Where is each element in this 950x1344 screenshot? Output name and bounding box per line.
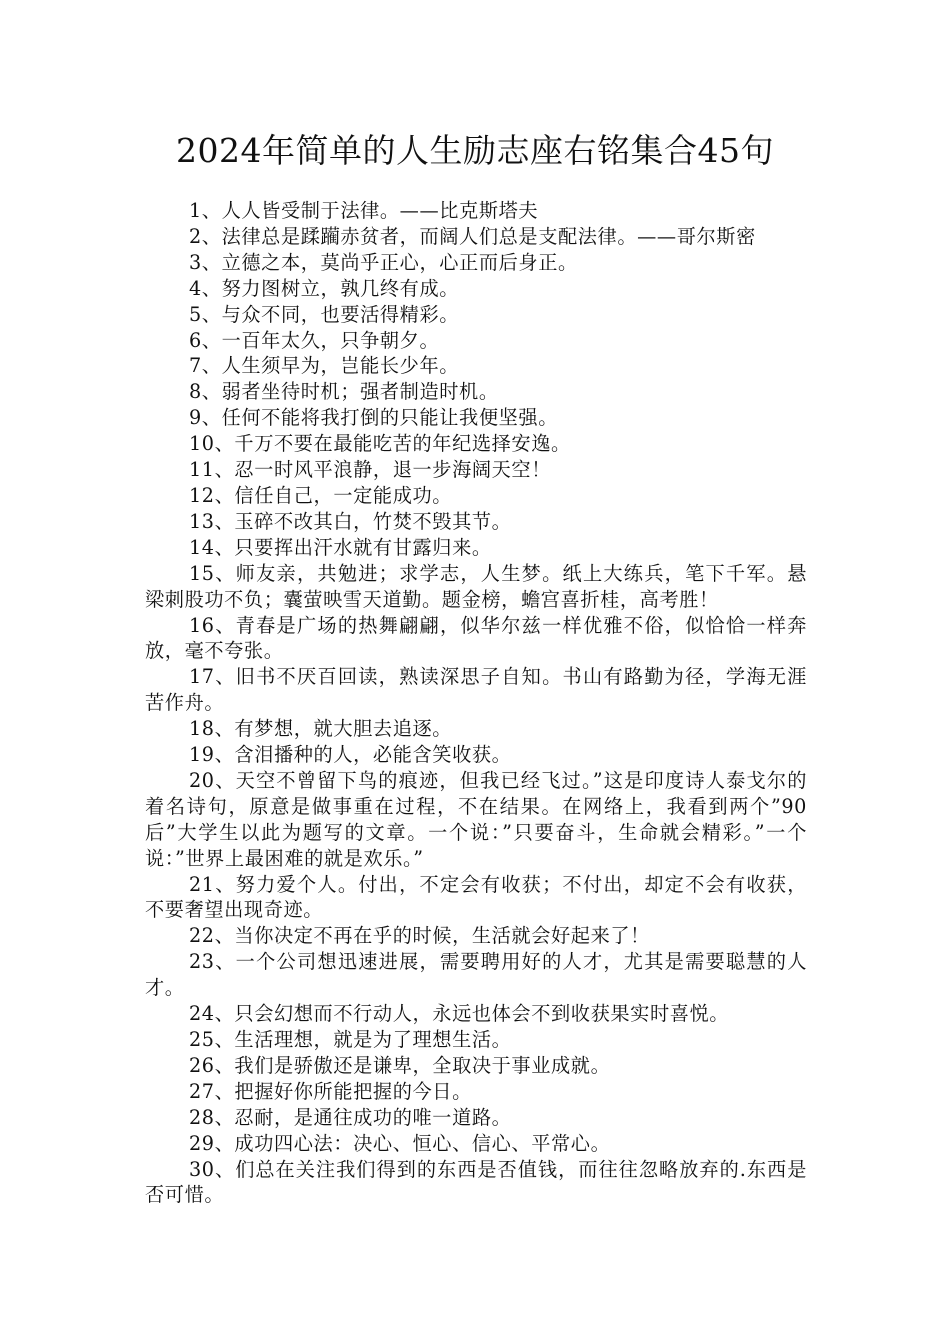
list-item: 22、当你决定不再在乎的时候，生活就会好起来了！: [189, 924, 650, 948]
list-item: 17、旧书不厌百回读，熟读深思子自知。书山有路勤为径，学海无涯苦作舟。: [145, 665, 807, 715]
list-item: 13、玉碎不改其白，竹焚不毁其节。: [189, 509, 512, 533]
list-item: 14、只要挥出汗水就有甘露归来。: [189, 535, 492, 559]
list-item: 16、青春是广场的热舞翩翩，似华尔兹一样优雅不俗，似恰恰一样奔放，毫不夸张。: [145, 613, 807, 663]
list-item: 8、弱者坐待时机；强者制造时机。: [189, 380, 499, 404]
list-item: 25、生活理想，就是为了理想生活。: [189, 1028, 512, 1051]
list-item: 4、努力图树立，孰几终有成。: [189, 276, 460, 300]
list-item: 19、含泪播种的人，必能含笑收获。: [189, 743, 512, 767]
list-item: 11、忍一时风平浪静，退一步海阔天空！: [189, 458, 552, 482]
list-item: 21、努力爱个人。付出，不定会有收获；不付出，却定不会有收获，不要奢望出现奇迹。: [145, 872, 807, 922]
list-item: 7、人生须早为，岂能长少年。: [189, 354, 460, 378]
list-item: 12、信任自己，一定能成功。: [189, 483, 453, 507]
document-body: [145, 198, 807, 1208]
list-item: 24、只会幻想而不行动人，永远也体会不到收获果实时喜悦。: [189, 1002, 730, 1026]
list-item: 2、法律总是蹂躏赤贫者，而阔人们总是支配法律。——哥尔斯密: [189, 224, 756, 248]
list-item: 26、我们是骄傲还是谦卑，全取决于事业成就。: [189, 1053, 611, 1077]
document-title: 2024年简单的人生励志座右铭集合45句: [176, 131, 774, 170]
list-item: 3、立德之本，莫尚乎正心，心正而后身正。: [189, 250, 578, 274]
list-item: 6、一百年太久，只争朝夕。: [189, 328, 440, 352]
list-item: 10、千万不要在最能吃苦的年纪选择安逸。: [189, 432, 571, 456]
list-item: 9、任何不能将我打倒的只能让我便坚强。: [189, 406, 558, 430]
list-item: 29、成功四心法：决心、恒心、信心、平常心。: [189, 1131, 611, 1155]
list-item: 27、把握好你所能把握的今日。: [189, 1079, 472, 1103]
list-item: 30、们总在关注我们得到的东西是否值钱，而往往忽略放弃的.东西是否可惜。: [145, 1157, 807, 1207]
list-item: 28、忍耐，是通往成功的唯一道路。: [189, 1105, 512, 1129]
list-item: 18、有梦想，就大胆去追逐。: [189, 717, 453, 741]
list-item: 15、师友亲，共勉进；求学志，人生梦。纸上大练兵，笔下千军。悬梁刺股功不负；囊萤映雪天道勤。题金榜，蟾宫喜折桂，高考胜！: [145, 561, 807, 611]
list-item: 23、一个公司想迅速进展，需要聘用好的人才，尤其是需要聪慧的人才。: [145, 950, 807, 1000]
list-item: 20、天空不曾留下鸟的痕迹，但我已经飞过。”这是印度诗人泰戈尔的着名诗句，原意是做事重在过程，不在结果。在网络上，我看到两个”90后”大学生以此为题写的文章。一个说：”只要奋斗，生命就会精彩。”一个说：”世界上最困难的就是欢乐。”: [145, 768, 807, 870]
list-item: 1、人人皆受制于法律。——比克斯塔夫: [189, 199, 539, 222]
list-item: 5、与众不同，也要活得精彩。: [189, 302, 460, 326]
